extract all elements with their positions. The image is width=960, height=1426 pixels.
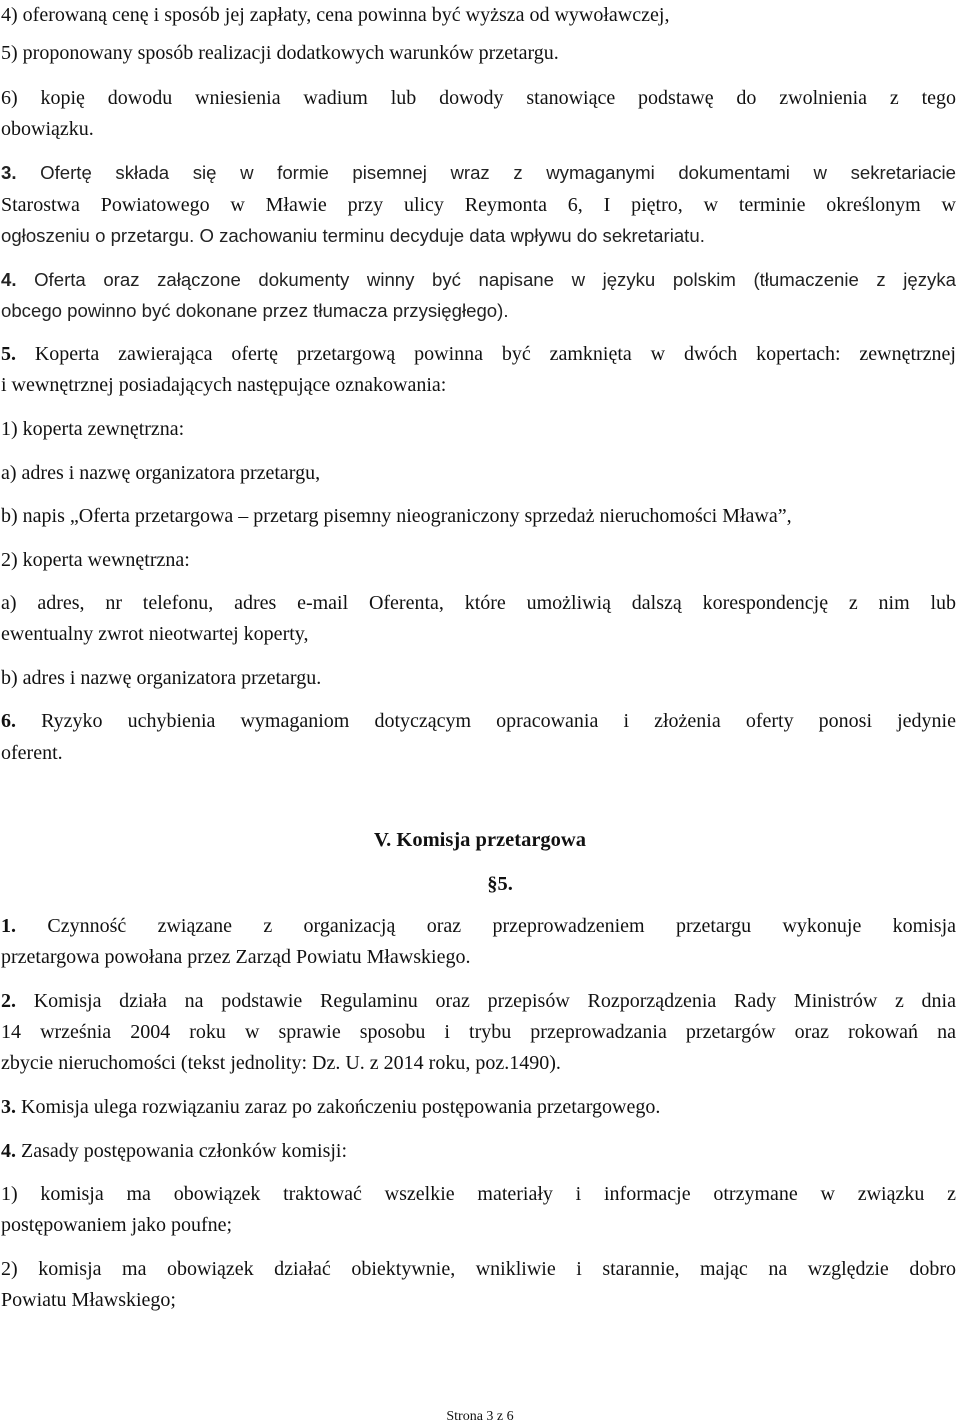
text-line: Powiatu Mławskiego; [1, 1289, 176, 1311]
item-text: Zasady postępowania członków komisji: [21, 1140, 348, 1162]
item-number: 1. [1, 915, 16, 937]
item-number: 5. [1, 343, 16, 365]
text-line: 5) proponowany sposób realizacji dodatkowych warunków przetargu. [1, 42, 559, 64]
text-line: postępowaniem jako poufne; [1, 1214, 233, 1236]
item-text: Komisja ulega rozwiązaniu zaraz po zakończeniu postępowania przetargowego. [21, 1096, 661, 1118]
commission-item-4-line [1, 1138, 956, 1164]
text-line: 2) komisja ma obowiązek działać obiektywnie, wnikliwie i starannie, mając na względzie dobro [1, 1258, 956, 1280]
text-line: i wewnętrznej posiadających następujące oznakowania: [1, 374, 447, 396]
text-line: 1) koperta zewnętrzna: [1, 418, 185, 440]
text-line: oferent. [1, 742, 63, 764]
item-text: Oferta oraz załączone dokumenty winny być napisane w języku polskim (tłumaczenie z języka [34, 269, 956, 290]
text-line: b) adres i nazwę organizatora przetargu. [1, 667, 322, 689]
item-number: 3. [1, 162, 17, 183]
item-text: Koperta zawierająca ofertę przetargową powinna być zamknięta w dwóch kopertach: zewnętrznej [34, 343, 956, 365]
text-line: obcego powinno być dokonane przez tłumacza przysięgłego). [1, 300, 509, 321]
item-text: Czynność związane z organizacją oraz przeprowadzeniem przetargu wykonuje komisja [47, 915, 957, 937]
paragraph-5-line [1, 341, 956, 367]
text-line: a) adres, nr telefonu, adres e-mail Oferenta, które umożliwią dalszą korespondencję z nim lub [1, 592, 956, 614]
item-number: 4. [1, 269, 17, 290]
text-line: 4) oferowaną cenę i sposób jej zapłaty, cena powinna być wyższa od wywoławczej, [1, 4, 670, 26]
text-line: ewentualny zwrot nieotwartej koperty, [1, 623, 309, 645]
page-number: Strona 3 z 6 [446, 1409, 514, 1424]
text-line: Starostwa Powiatowego w Mławie przy ulicy Reymonta 6, I piętro, w terminie określonym w [1, 194, 956, 216]
section-number: §5. [487, 873, 513, 895]
item-number: 2. [1, 990, 16, 1012]
commission-item-2-line [1, 988, 956, 1014]
text-line: 2) koperta wewnętrzna: [1, 549, 190, 571]
text-line: b) napis „Oferta przetargowa – przetarg pisemny nieograniczony sprzedaż nieruchomości Mława”, [1, 505, 792, 527]
item-text: Ofertę składa się w formie pisemnej wraz z wymaganymi dokumentami w sekretariacie [40, 162, 956, 183]
section-heading: V. Komisja przetargowa [374, 829, 586, 851]
text-line: przetargowa powołana przez Zarząd Powiatu Mławskiego. [1, 946, 471, 968]
item-number: 6. [1, 710, 16, 732]
text-line: 6) kopię dowodu wniesienia wadium lub dowody stanowiące podstawę do zwolnienia z tego [1, 87, 956, 109]
commission-item-1-line [1, 913, 956, 939]
text-line: 1) komisja ma obowiązek traktować wszelkie materiały i informacje otrzymane w związku z [1, 1183, 956, 1205]
paragraph-6-line [1, 708, 956, 734]
commission-item-3-line [1, 1094, 956, 1120]
paragraph-4-line [1, 267, 956, 293]
paragraph-3-line [1, 160, 956, 186]
text-line: obowiązku. [1, 118, 94, 140]
item-number: 3. [1, 1096, 16, 1118]
item-text: Komisja działa na podstawie Regulaminu oraz przepisów Rozporządzenia Rady Ministrów z dnia [33, 990, 956, 1012]
text-line: a) adres i nazwę organizatora przetargu, [1, 462, 321, 484]
text-line: zbycie nieruchomości (tekst jednolity: Dz. U. z 2014 roku, poz.1490). [1, 1052, 561, 1074]
text-line: ogłoszeniu o przetargu. O zachowaniu terminu decyduje data wpływu do sekretariatu. [1, 225, 705, 246]
item-text: Ryzyko uchybienia wymaganiom dotyczącym opracowania i złożenia oferty ponosi jedynie [41, 710, 956, 732]
text-line: 14 września 2004 roku w sprawie sposobu i trybu przeprowadzania przetargów oraz rokowań na [1, 1021, 956, 1043]
item-number: 4. [1, 1140, 16, 1162]
